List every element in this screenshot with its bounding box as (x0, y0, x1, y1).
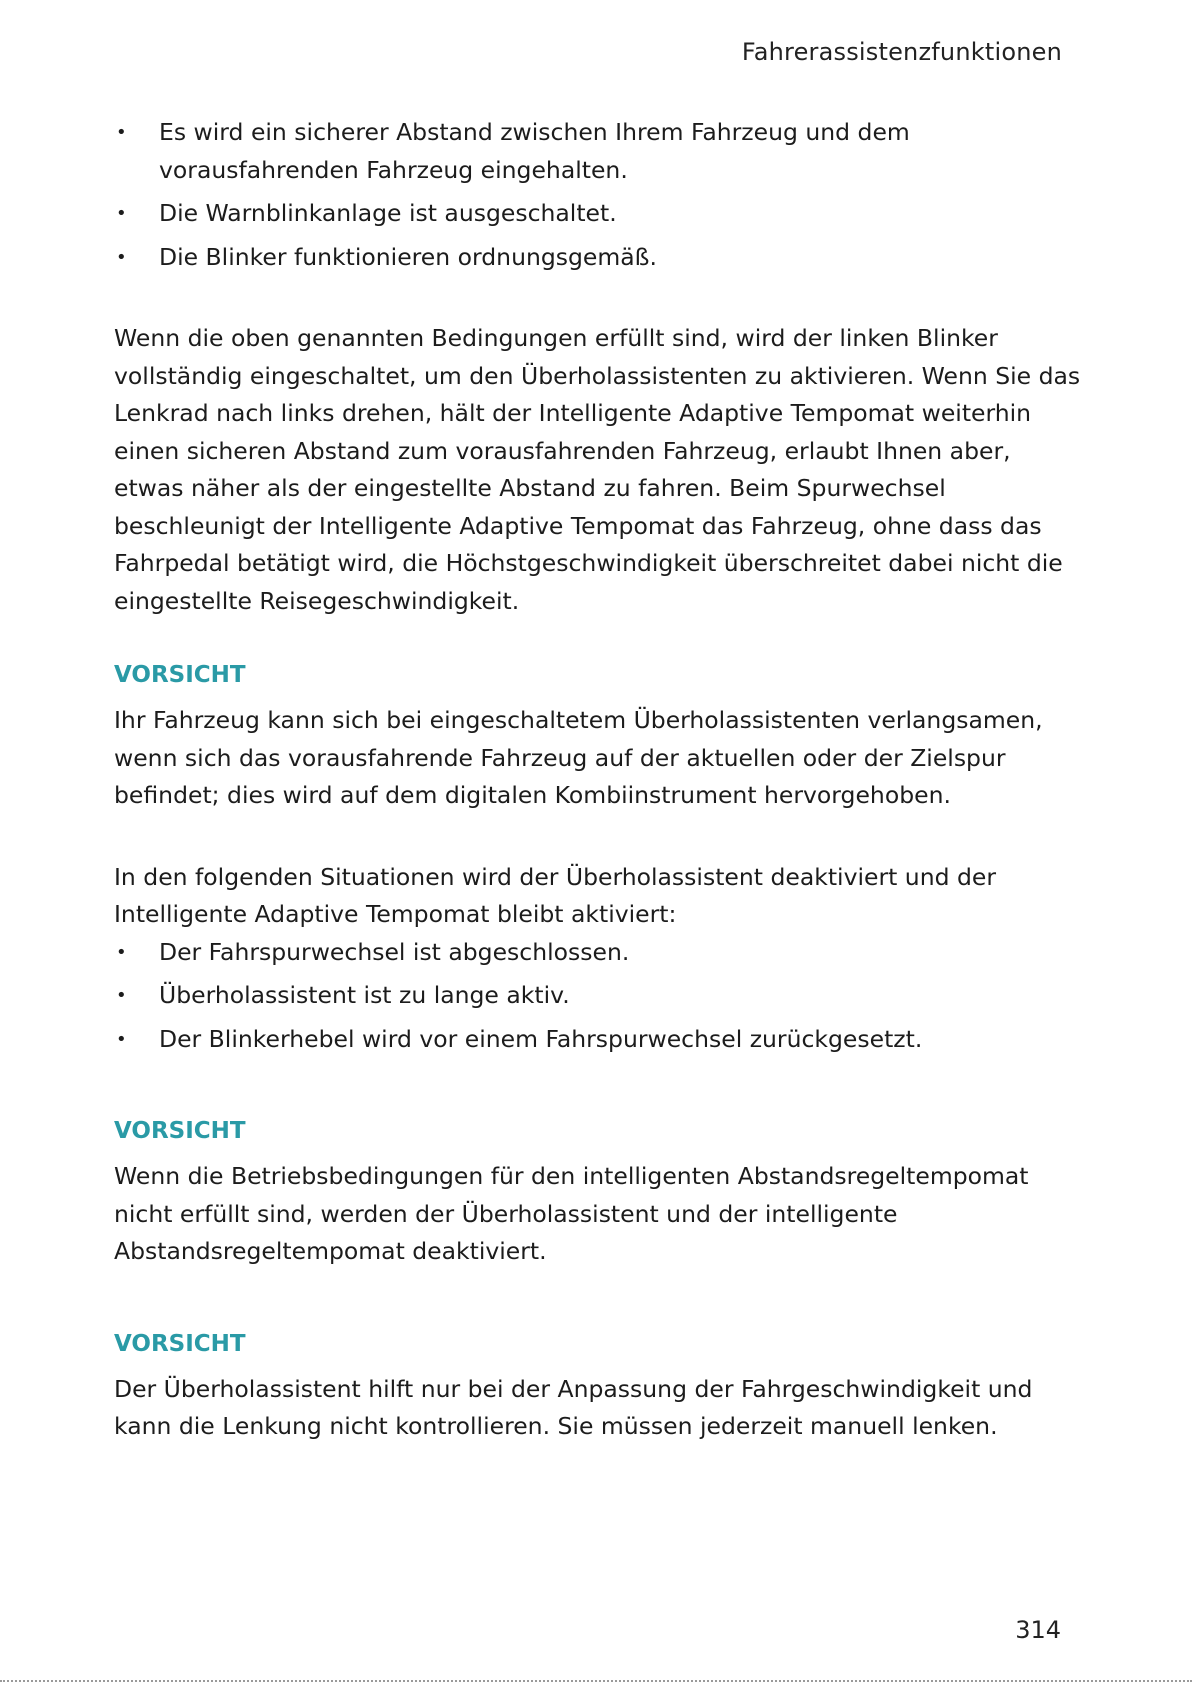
list-item (114, 114, 1084, 189)
bullet-icon: • (116, 1028, 127, 1050)
list-item (114, 1021, 1084, 1059)
caution-block-2 (114, 1114, 1084, 1271)
list-item (114, 977, 1084, 1015)
bullet-icon: • (116, 941, 127, 963)
running-header: Fahrerassistenzfunktionen (741, 38, 1062, 66)
bullet-icon: • (116, 203, 127, 224)
caution-title: VORSICHT (114, 662, 246, 688)
list-item (114, 239, 1084, 277)
caution-block-3 (114, 1327, 1084, 1446)
caution-title: VORSICHT (114, 1330, 246, 1357)
list-item (114, 934, 1084, 972)
list-item-text: Der Fahrspurwechsel ist abgeschlossen. (159, 937, 630, 966)
list-item-text: Die Blinker funktionieren ordnungsgemäß. (159, 242, 657, 271)
caution-title: VORSICHT (114, 1118, 246, 1144)
footer-divider (0, 1680, 1192, 1682)
page-content (114, 114, 1084, 1446)
caution-block-1 (114, 658, 1084, 815)
caution-text: Ihr Fahrzeug kann sich bei eingeschaltetem Überholassistenten verlangsamen, wenn sich das vorausfahrende Fahrzeug auf der aktuellen oder der Zielspur befindet; dies wird auf dem digitalen Kombiinstrument hervorgehoben. (114, 706, 1043, 809)
bullet-icon: • (116, 246, 127, 268)
caution-text: Der Überholassistent hilft nur bei der Anpassung der Fahrgeschwindigkeit und kann die Lenkung nicht kontrollieren. Sie müssen jederzeit manuell lenken. (114, 1374, 1033, 1440)
deactivation-paragraph: In den folgenden Situationen wird der Überholassistent deaktiviert und der Intelligente Adaptive Tempomat bleibt aktiviert: (114, 862, 997, 928)
list-item (114, 195, 1084, 233)
deactivation-list (114, 934, 1084, 1059)
caution-text: Wenn die Betriebsbedingungen für den intelligenten Abstandsregeltempomat nicht erfüllt sind, werden der Überholassistent und der intelligente Abstandsregeltempomat deaktiviert. (114, 1162, 1029, 1265)
list-item-text: Es wird ein sicherer Abstand zwischen Ihrem Fahrzeug und dem vorausfahrenden Fahrzeug eingehalten. (159, 118, 910, 184)
list-item-text: Die Warnblinkanlage ist ausgeschaltet. (159, 199, 617, 227)
conditions-list (114, 114, 1084, 276)
bullet-icon: • (116, 985, 127, 1006)
bullet-icon: • (116, 122, 127, 143)
page-number: 314 (1015, 1616, 1061, 1644)
activation-paragraph: Wenn die oben genannten Bedingungen erfüllt sind, wird der linken Blinker vollständig eingeschaltet, um den Überholassistenten zu aktivieren. Wenn Sie das Lenkrad nach links drehen, hält der Intelligente Adaptive Tempomat weiterhin einen sicheren Abstand zum vorausfahrenden Fahrzeug, erlaubt Ihnen aber, etwas näher als der eingestellte Abstand zu fahren. Beim Spurwechsel beschleunigt der Intelligente Adaptive Tempomat das Fahrzeug, ohne dass das Fahrpedal betätigt wird, die Höchstgeschwindigkeit überschreitet dabei nicht die eingestellte Reisegeschwindigkeit. (114, 324, 1081, 615)
list-item-text: Der Blinkerhebel wird vor einem Fahrspurwechsel zurückgesetzt. (159, 1024, 923, 1053)
list-item-text: Überholassistent ist zu lange aktiv. (159, 981, 570, 1009)
